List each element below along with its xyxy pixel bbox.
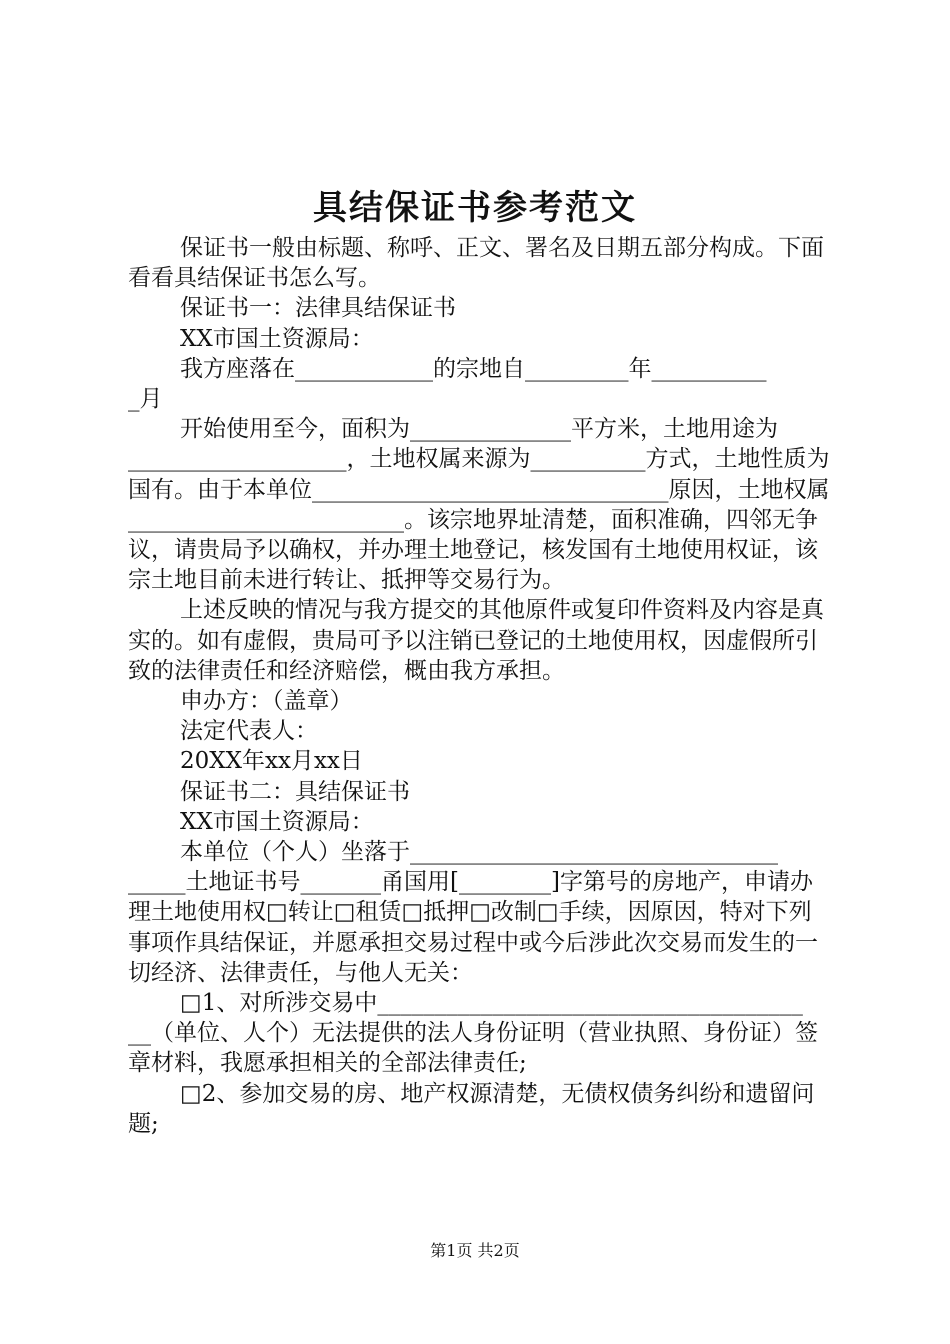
item-2: □2、参加交易的房、地产权源清楚，无债权债务纠纷和遗留问题; (128, 1080, 815, 1137)
section-heading-2: 保证书二：具结保证书 (180, 778, 410, 805)
paragraph-location: 我方座落在____________的宗地自_________年__________ (180, 355, 767, 382)
paragraph-unit-location: 本单位（个人）坐落于________________________________ (180, 839, 778, 866)
intro-paragraph: 保证书一般由标题、称呼、正文、署名及日期五部分构成。下面看看具结保证书怎么写。 (128, 235, 824, 292)
paragraph-certificate: _____土地证书号_______甬国用[________]字第号的房地产，申请办理土地使用权□转让□租赁□抵押□改制□手续，因原因，特对下列事项作具结保证，并愿承担交易过程中或今后涉此次交易而发生的一切经济、法律责任，与他人无关： (128, 869, 818, 986)
paragraph-truth: 上述反映的情况与我方提交的其他原件或复印件资料及内容是真实的。如有虚假，贵局可予以注销已登记的土地使用权，因虚假所引致的法律责任和经济赔偿，概由我方承担。 (128, 597, 824, 684)
applicant-line: 申办方：（盖章） (180, 688, 353, 715)
paragraph-month: _月 (128, 386, 163, 413)
document-body (128, 233, 834, 1139)
date-line: 20XX年xx月xx日 (180, 748, 363, 775)
section-heading-1: 保证书一：法律具结保证书 (180, 295, 456, 322)
page-footer: 第1页 共2页 (430, 1241, 520, 1260)
addressee-2: XX市国土资源局： (180, 808, 374, 835)
addressee-1: XX市国土资源局： (180, 325, 374, 352)
item-1-continued: __（单位、人个）无法提供的法人身份证明（营业执照、身份证）签章材料，我愿承担相关的全部法律责任; (128, 1020, 818, 1077)
paragraph-usage: 开始使用至今，面积为______________平方米，土地用途为___________________，土地权属来源为__________方式，土地性质为国有。由于本单位_______________________________原因，土地权属________________________。该宗地界址清楚，面积准确，四邻无争议，请贵局予以确权，并办理土地登记，核发国有土地使用权证，该宗土地目前未进行转让、抵押等交易行为。 (128, 416, 830, 594)
document-title: 具结保证书参考范文 (313, 188, 637, 228)
legal-rep-line: 法定代表人： (180, 718, 318, 745)
item-1-line: □1、对所涉交易中_____________________________________ (180, 990, 803, 1017)
